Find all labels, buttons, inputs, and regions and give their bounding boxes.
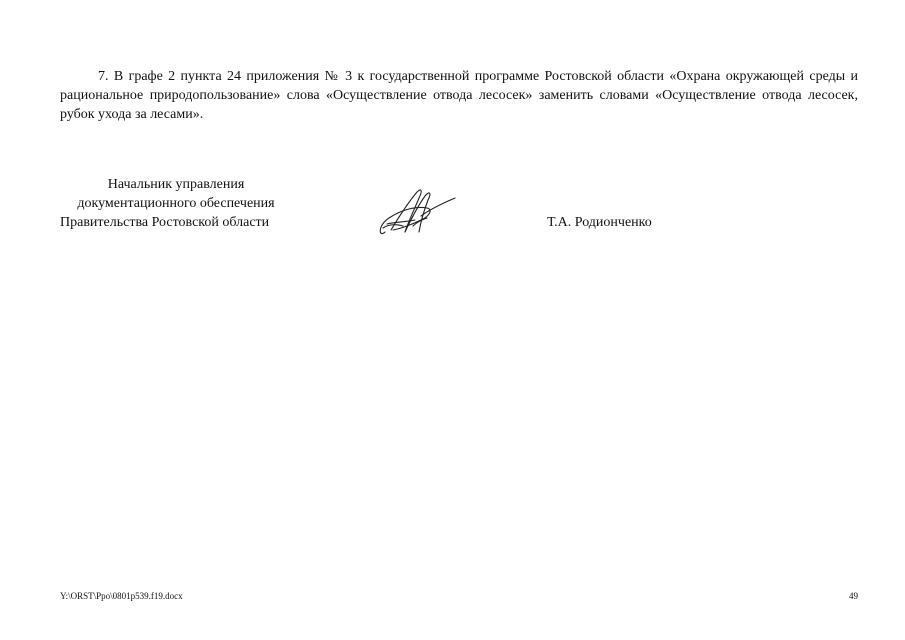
page-number: 49 [849, 591, 858, 601]
signatory-name: Т.А. Родионченко [547, 215, 652, 230]
footer-file-path: Y:\ORST\Ppo\0801p539.f19.docx [60, 591, 183, 601]
signatory-title [60, 175, 292, 232]
signature-icon [375, 180, 465, 242]
signatory-title-line-1: Начальник управления [107, 177, 245, 192]
signatory-title-line-3: Правительства Ростовской области [60, 215, 270, 230]
signatory-title-line-2: документационного обеспечения [77, 196, 275, 211]
amendment-paragraph: 7. В графе 2 пункта 24 приложения № 3 к государственной программе Ростовской области «Охрана окружающей среды и рациональное природопользование» слова «Осуществление отвода лесосек» заменить словами «Осуществление отвода лесосек, рубок ухода за лесами». [60, 69, 858, 122]
